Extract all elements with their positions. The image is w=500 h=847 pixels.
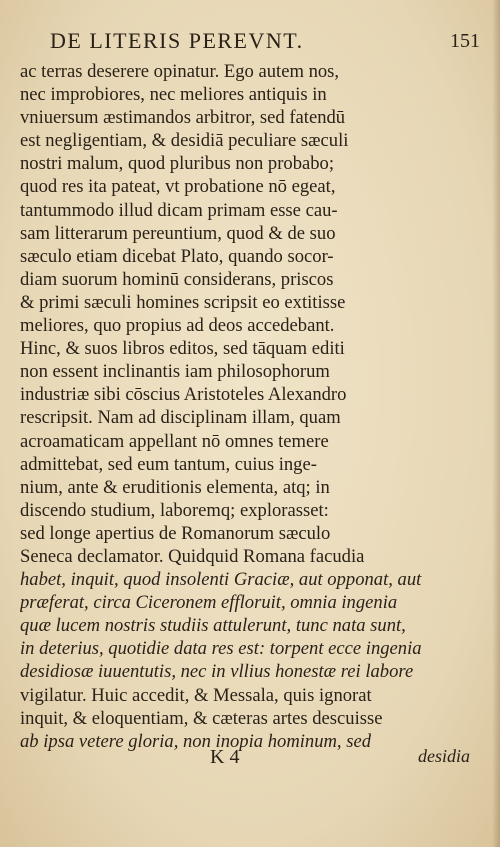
text-line: tantummodo illud dicam primam esse cau- [20, 199, 338, 221]
text-line: acroamaticam appellant nō omnes temere [20, 430, 329, 452]
text-line: ab ipsa vetere gloria, non inopia hominum, sed [20, 730, 372, 752]
text-line: in deterius, quotidie data res est: torpent ecce ingenia [20, 638, 422, 660]
text-line: vigilatur. Huic accedit, & Messala, quis ignorat [20, 684, 372, 706]
text-line: diam suorum hominū considerans, priscos [20, 268, 334, 290]
page-edge-shadow [492, 0, 500, 847]
text-line: quæ lucem nostris studiis attulerunt, tunc nata sunt, [20, 615, 406, 637]
page-number: 151 [450, 30, 480, 52]
text-line: nostri malum, quod pluribus non probabo; [20, 153, 335, 175]
text-line: quod res ita pateat, vt probatione nō egeat, [20, 176, 336, 198]
text-line: sam litterarum pereuntium, quod & de suo [20, 222, 336, 244]
text-line: nium, ante & eruditionis elementa, atq; in [20, 476, 330, 498]
catchword: desidia [418, 746, 470, 766]
text-line: ac terras deserere opinatur. Ego autem nos, [20, 61, 340, 82]
text-line: sæculo etiam dicebat Plato, quando socor- [20, 245, 334, 267]
text-line: vniuersum æstimandos arbitror, sed fatendū [20, 107, 346, 129]
text-line: præferat, circa Ciceronem effloruit, omnia ingenia [20, 592, 398, 614]
text-line: habet, inquit, quod insolenti Graciæ, aut opponat, aut [20, 569, 422, 591]
text-line: desidiosæ iuuentutis, nec in vllius honestæ rei labore [20, 661, 414, 683]
text-line: rescripsit. Nam ad disciplinam illam, quam [20, 407, 341, 429]
text-line: discendo studium, laboremq; explorasset: [20, 499, 329, 521]
text-line: nec improbiores, nec meliores antiquis in [20, 84, 327, 106]
text-line: admittebat, sed eum tantum, cuius inge- [20, 453, 317, 475]
text-line: sed longe apertius de Romanorum sæculo [20, 522, 331, 544]
text-line: Seneca declamator. Quidquid Romana facudia [20, 545, 365, 567]
text-line: inquit, & eloquentiam, & cæteras artes descuisse [20, 707, 383, 729]
body-text [20, 60, 480, 753]
text-line: & primi sæculi homines scripsit eo extitisse [20, 291, 346, 313]
text-line: est negligentiam, & desidiā peculiare sæculi [20, 130, 349, 152]
running-head: DE LITERIS PEREVNT. [50, 28, 304, 53]
signature-mark: K 4 [210, 746, 240, 768]
page-footer [40, 746, 470, 772]
text-line: industriæ sibi cōscius Aristoteles Alexandro [20, 384, 347, 406]
text-line: meliores, quo propius ad deos accedebant. [20, 315, 335, 337]
text-line: Hinc, & suos libros editos, sed tāquam editi [20, 338, 345, 360]
page-header [40, 28, 480, 58]
text-line: non essent inclinantis iam philosophorum [20, 361, 330, 383]
